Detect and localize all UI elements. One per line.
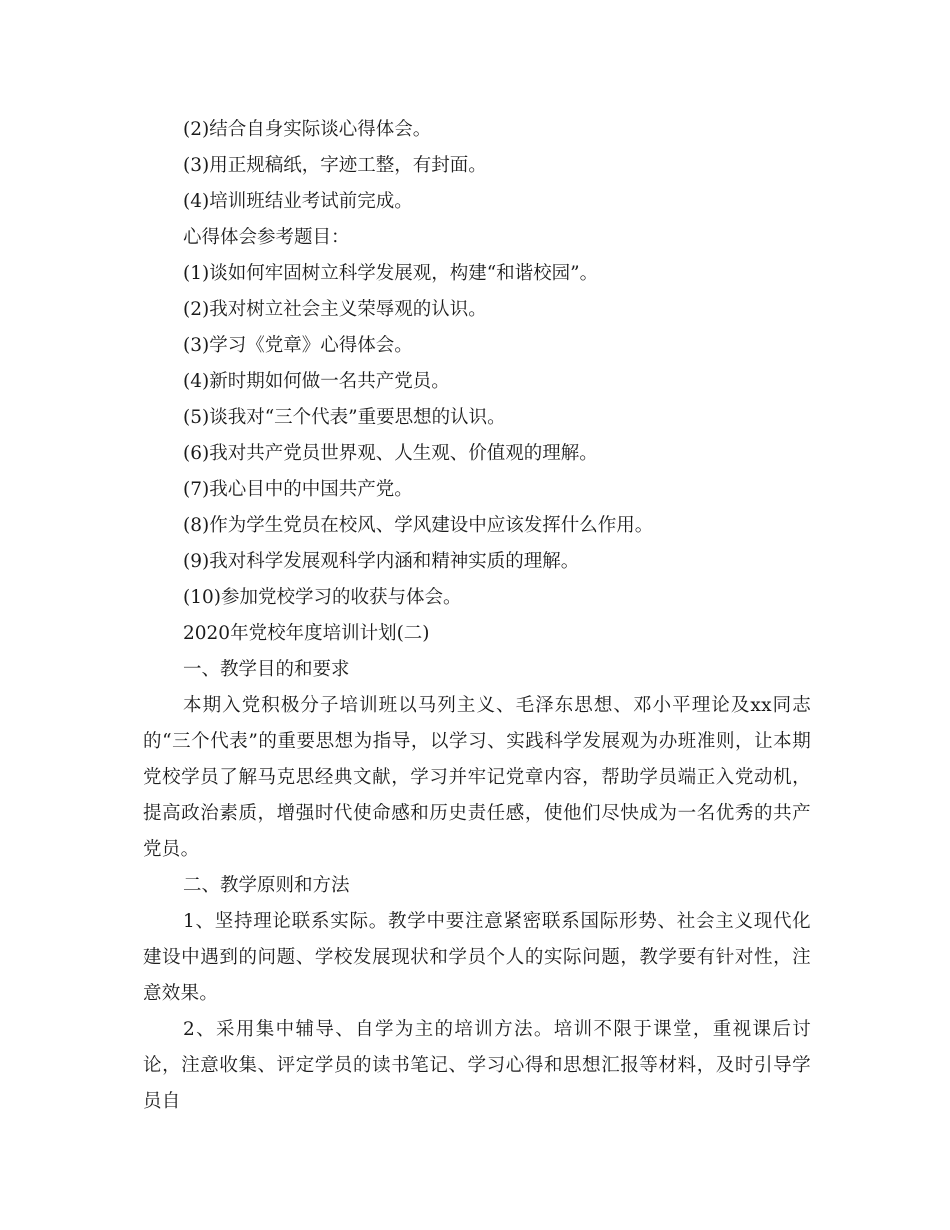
document-body xyxy=(143,112,811,1120)
section-paragraph: 本期入党积极分子培训班以马列主义、毛泽东思想、邓小平理论及xx同志的“三个代表”的重要思想为指导，以学习、实践科学发展观为办班准则，让本期党校学员了解马克思经典文献，学习并牢记党章内容，帮助学员端正入党动机，提高政治素质，增强时代使命感和历史责任感，使他们尽快成为一名优秀的共产党员。 xyxy=(143,695,811,860)
topic-item: (7)我心目中的中国共产党。 xyxy=(183,479,413,500)
section-paragraph: 2、采用集中辅导、自学为主的培训方法。培训不限于课堂，重视课后讨论，注意收集、评定学员的读书笔记、学习心得和思想汇报等材料，及时引导学员自 xyxy=(143,1019,811,1112)
section-heading: 二、教学原则和方法 xyxy=(183,875,350,896)
section-heading: 一、教学目的和要求 xyxy=(183,659,350,680)
topic-item: (2)我对树立社会主义荣辱观的认识。 xyxy=(183,299,487,320)
topic-item: (5)谈我对“三个代表”重要思想的认识。 xyxy=(183,407,506,428)
topic-item: (3)学习《党章》心得体会。 xyxy=(183,335,413,356)
topic-item: (8)作为学生党员在校风、学风建设中应该发挥什么作用。 xyxy=(183,515,654,536)
list-item: (4)培训班结业考试前完成。 xyxy=(183,191,413,212)
section-paragraph: 1、坚持理论联系实际。教学中要注意紧密联系国际形势、社会主义现代化建设中遇到的问题、学校发展现状和学员个人的实际问题，教学要有针对性，注意效果。 xyxy=(143,911,811,1004)
topic-item: (6)我对共产党员世界观、人生观、价值观的理解。 xyxy=(183,443,598,464)
topic-item: (10)参加党校学习的收获与体会。 xyxy=(183,587,462,608)
topic-item: (1)谈如何牢固树立科学发展观，构建“和谐校园”。 xyxy=(183,263,599,284)
list-item: (3)用正规稿纸，字迹工整，有封面。 xyxy=(183,155,487,176)
topic-item: (9)我对科学发展观科学内涵和精神实质的理解。 xyxy=(183,551,580,572)
topics-heading: 心得体会参考题目： xyxy=(183,227,350,248)
plan-title: 2020年党校年度培训计划(二) xyxy=(183,623,430,644)
list-item: (2)结合自身实际谈心得体会。 xyxy=(183,119,432,140)
topic-item: (4)新时期如何做一名共产党员。 xyxy=(183,371,450,392)
